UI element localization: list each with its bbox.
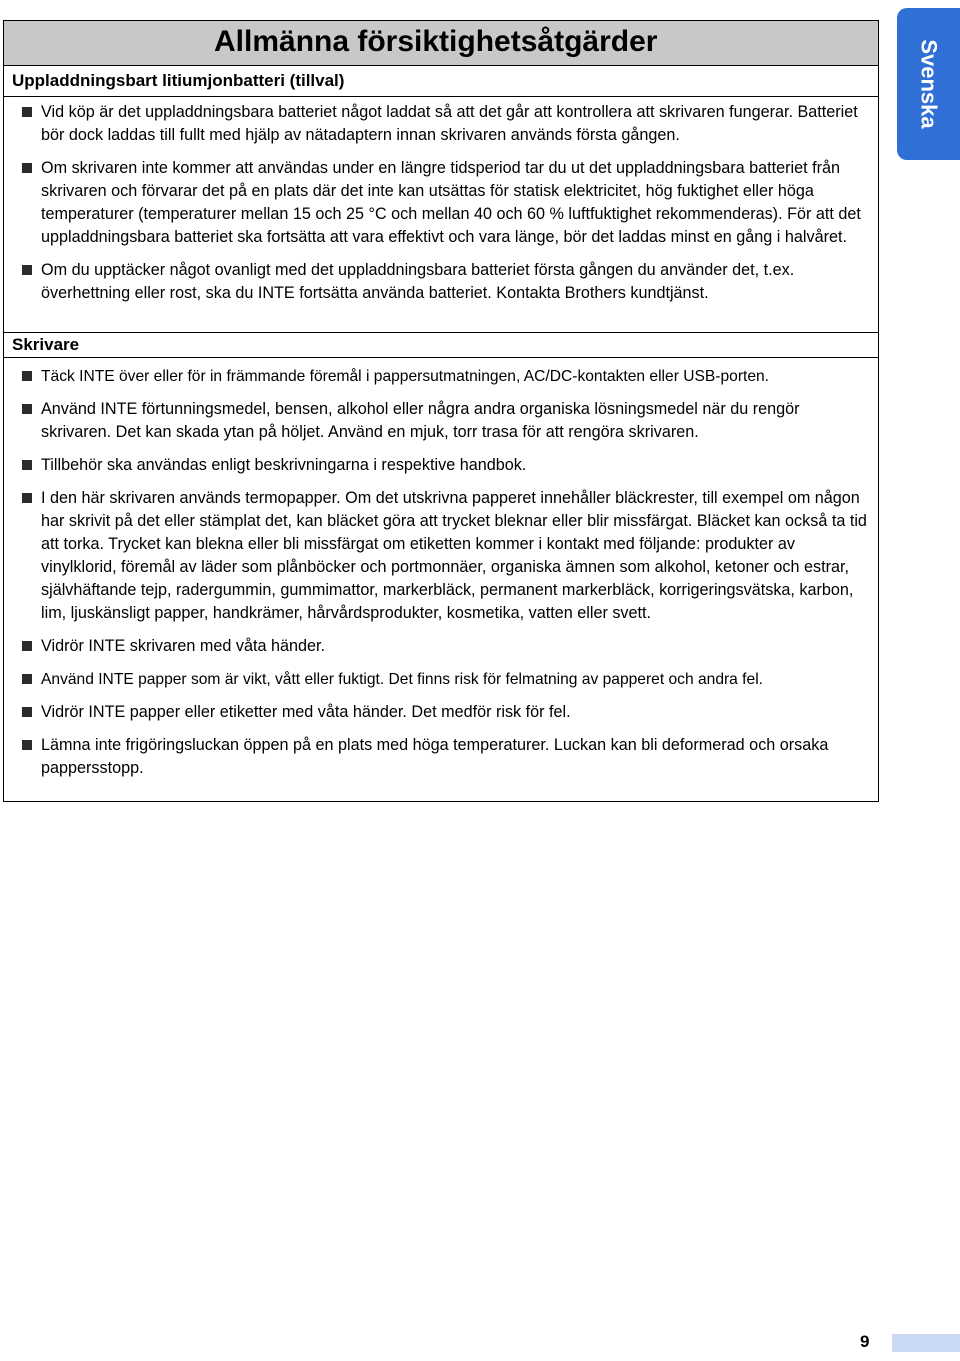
language-tab-label	[897, 8, 960, 160]
list-item	[4, 701, 878, 724]
list-item-text: Vidrör INTE papper eller etiketter med våta händer. Det medför risk för fel.	[41, 703, 571, 721]
list-item-text: Täck INTE över eller för in främmande föremål i pappersutmatningen, AC/DC-kontakten eller USB-porten.	[41, 368, 770, 385]
battery-precautions-list	[4, 101, 878, 315]
precautions-box	[3, 20, 879, 802]
list-item	[4, 454, 878, 477]
page-number: 9	[860, 1332, 870, 1351]
list-item	[4, 398, 878, 444]
printer-precautions-list	[4, 365, 878, 790]
list-item-text: Använd INTE papper som är vikt, vått eller fuktigt. Det finns risk för felmatning av papperet och andra fel.	[41, 671, 763, 688]
title-bar	[4, 21, 878, 66]
square-bullet-icon	[22, 265, 32, 275]
square-bullet-icon	[22, 740, 32, 750]
list-item-text: Lämna inte frigöringsluckan öppen på en plats med höga temperaturer. Luckan kan bli deformerad och orsaka pappersstopp.	[41, 736, 829, 777]
square-bullet-icon	[22, 163, 32, 173]
language-tab	[897, 8, 960, 160]
square-bullet-icon	[22, 674, 32, 684]
list-item-text: Om du upptäcker något ovanligt med det uppladdningsbara batteriet första gången du använder det, t.ex. överhettning eller rost, ska du INTE fortsätta använda batteriet. Kontakta Brothers kundtjänst.	[41, 261, 795, 302]
list-item	[4, 365, 878, 388]
list-item-text: Vidrör INTE skrivaren med våta händer.	[41, 637, 326, 655]
list-item	[4, 668, 878, 691]
list-item	[4, 101, 878, 147]
list-item-text: Vid köp är det uppladdningsbara batteriet något laddat så att det går att kontrollera att skrivaren fungerar. Batteriet bör dock laddas till fullt med hjälp av nätadaptern innan skrivaren används första gången.	[41, 103, 858, 144]
list-item-text: I den här skrivaren används termopapper. Om det utskrivna papperet innehåller bläckrester, till exempel om någon har skrivit på det eller stämplat det, kan bläcket göra att trycket bleknar eller blir missfärgat. Bläcket kan också ta tid att torka. Trycket kan blekna eller bli missfärgat om etiketten kommer i kontakt med följande: produkter av vinylklorid, föremål av läder som plånböcker och portmonnäer, organiska ämnen som alkohol, ketoner och estrar, självhäftande tejp, radergummin, gummimattor, markerbläck, permanent markerbläck, korrigeringsvätska, karbon, lim, ljuskänsligt papper, handkrämer, hårvårdsprodukter, kosmetika, vatten eller svett.	[41, 489, 867, 622]
section-heading-printer: Skrivare	[4, 332, 878, 358]
list-item	[4, 487, 878, 625]
page-number-bar	[892, 1334, 960, 1352]
square-bullet-icon	[22, 493, 32, 503]
square-bullet-icon	[22, 460, 32, 470]
list-item	[4, 259, 878, 305]
list-item	[4, 734, 878, 780]
section-heading-battery: Uppladdningsbart litiumjonbatteri (tillval)	[4, 67, 878, 97]
list-item-text: Om skrivaren inte kommer att användas under en längre tidsperiod tar du ut det uppladdningsbara batteriet från skrivaren och förvarar det på en plats där det inte kan utsättas för statisk elektricitet, hög fuktighet eller höga temperaturer (temperaturer mellan 15 och 25 °C och mellan 40 och 60 % luftfuktighet rekommenderas). För att det uppladdningsbara batteriet ska fortsätta att vara effektivt och vara länge, bör det laddas minst en gång i halvåret.	[41, 159, 861, 246]
list-item	[4, 635, 878, 658]
list-item-text: Använd INTE förtunningsmedel, bensen, alkohol eller några andra organiska lösningsmedel när du rengör skrivaren. Det kan skada ytan på höljet. Använd en mjuk, torr trasa för att rengöra skrivaren.	[41, 400, 800, 441]
square-bullet-icon	[22, 371, 32, 381]
square-bullet-icon	[22, 107, 32, 117]
list-item-text: Tillbehör ska användas enligt beskrivningarna i respektive handbok.	[41, 456, 527, 474]
square-bullet-icon	[22, 641, 32, 651]
page-title: Allmänna försiktighetsåtgärder	[214, 25, 658, 58]
square-bullet-icon	[22, 707, 32, 717]
square-bullet-icon	[22, 404, 32, 414]
language-tab-text: Svenska	[916, 39, 942, 129]
list-item	[4, 157, 878, 249]
